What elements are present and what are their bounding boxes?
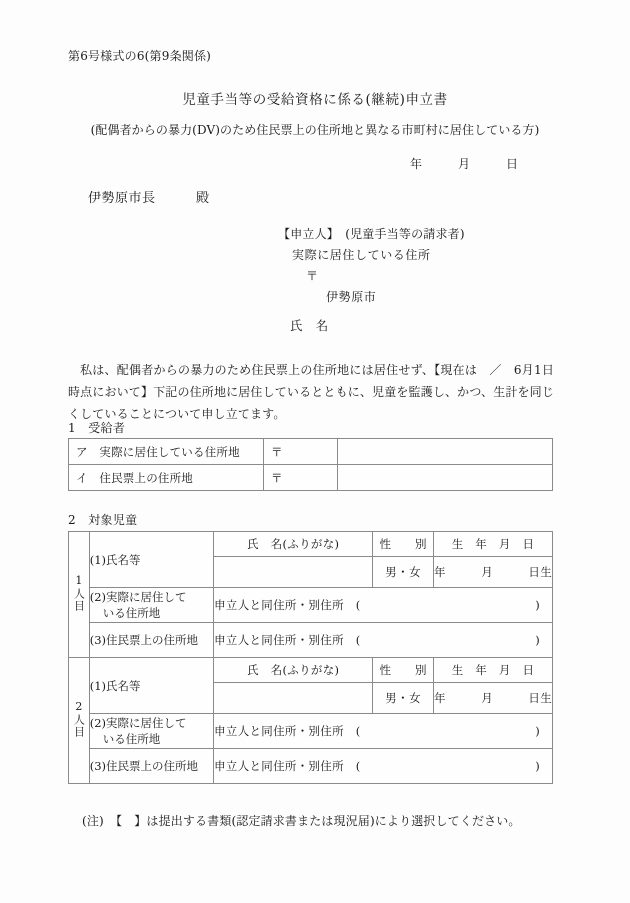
document-title: 児童手当等の受給資格に係る(継続)申立書 bbox=[182, 92, 448, 108]
child-2-actual-address-input[interactable]: 申立人と同住所・別住所 ( ) bbox=[214, 714, 553, 749]
recipient-postal-mark-b: 〒 bbox=[264, 465, 338, 491]
declaration-paragraph bbox=[68, 359, 554, 425]
applicant-heading: 【申立人】 (児童手当等の請求者) bbox=[278, 227, 465, 241]
recipient-table bbox=[68, 438, 553, 491]
addressee-line: 伊勢原市長 殿 bbox=[88, 191, 210, 206]
recipient-row-label-b: イ 住民票上の住所地 bbox=[69, 465, 264, 491]
declaration-part2: 6月1日時点において】下記の住所地に居住しているとともに、児童を監護し、かつ、生計を同じくしていることについて申し立てます。 bbox=[68, 363, 554, 421]
table-row bbox=[69, 623, 553, 658]
header-name: 氏 名(ふりがな) bbox=[214, 532, 373, 557]
child-1-registered-address-label: (3)住民票上の住所地 bbox=[89, 623, 213, 658]
child-2-name-input[interactable] bbox=[214, 683, 373, 714]
header-dob: 生 年 月 日 bbox=[434, 658, 553, 683]
recipient-address-input-b[interactable] bbox=[338, 465, 553, 491]
applicant-address-label: 実際に居住している住所 bbox=[292, 248, 431, 262]
children-table bbox=[68, 531, 553, 784]
table-row bbox=[69, 658, 553, 683]
child-2-actual-address-label: (2)実際に居住して いる住所地 bbox=[89, 714, 213, 749]
declaration-slash: ／ bbox=[477, 363, 514, 377]
child-1-actual-address-label: (2)実際に居住して いる住所地 bbox=[89, 588, 213, 623]
document-subtitle: (配偶者からの暴力(DV)のため住民票上の住所地と異なる市町村に居住している方) bbox=[90, 123, 540, 137]
recipient-postal-mark-a: 〒 bbox=[264, 439, 338, 465]
section1-heading: 1 受給者 bbox=[68, 421, 126, 435]
applicant-city[interactable]: 伊勢原市 bbox=[326, 290, 377, 304]
child-1-dob-input[interactable]: 年 月 日生 bbox=[434, 557, 553, 588]
table-row bbox=[69, 465, 553, 491]
recipient-address-input-a[interactable] bbox=[338, 439, 553, 465]
table-row bbox=[69, 588, 553, 623]
applicant-block bbox=[278, 224, 465, 308]
header-name: 氏 名(ふりがな) bbox=[214, 658, 373, 683]
child-1-actual-address-input[interactable]: 申立人と同住所・別住所 ( ) bbox=[214, 588, 553, 623]
child-1-ordinal: 1人目 bbox=[69, 532, 90, 658]
applicant-postal-mark[interactable]: 〒 bbox=[306, 269, 319, 283]
header-sex: 性 別 bbox=[373, 532, 434, 557]
declaration-part1: 私は、配偶者からの暴力のため住民票上の住所地には居住せず、【現在は bbox=[80, 363, 478, 377]
table-row bbox=[69, 714, 553, 749]
child-2-ordinal: 2人目 bbox=[69, 658, 90, 784]
child-1-sex-choice[interactable]: 男・女 bbox=[373, 557, 434, 588]
child-1-registered-address-input[interactable]: 申立人と同住所・別住所 ( ) bbox=[214, 623, 553, 658]
child-1-name-input[interactable] bbox=[214, 557, 373, 588]
child-2-registered-address-input[interactable]: 申立人と同住所・別住所 ( ) bbox=[214, 749, 553, 784]
child-2-registered-address-label: (3)住民票上の住所地 bbox=[89, 749, 213, 784]
date-field[interactable]: 年 月 日 bbox=[410, 157, 519, 171]
table-row bbox=[69, 532, 553, 557]
form-number: 第6号様式の6(第9条関係) bbox=[68, 49, 212, 63]
child-2-sex-choice[interactable]: 男・女 bbox=[373, 683, 434, 714]
table-row bbox=[69, 439, 553, 465]
child-2-name-row-label: (1)氏名等 bbox=[89, 658, 213, 714]
table-row bbox=[69, 749, 553, 784]
applicant-name-label[interactable]: 氏 名 bbox=[290, 318, 329, 333]
section2-heading: 2 対象児童 bbox=[68, 513, 138, 527]
header-dob: 生 年 月 日 bbox=[434, 532, 553, 557]
recipient-row-label-a: ア 実際に居住している住所地 bbox=[69, 439, 264, 465]
header-sex: 性 別 bbox=[373, 658, 434, 683]
footer-note: (注) 【 】は提出する書類(認定請求書または現況届)により選択してください。 bbox=[82, 814, 521, 828]
child-1-name-row-label: (1)氏名等 bbox=[89, 532, 213, 588]
child-2-dob-input[interactable]: 年 月 日生 bbox=[434, 683, 553, 714]
